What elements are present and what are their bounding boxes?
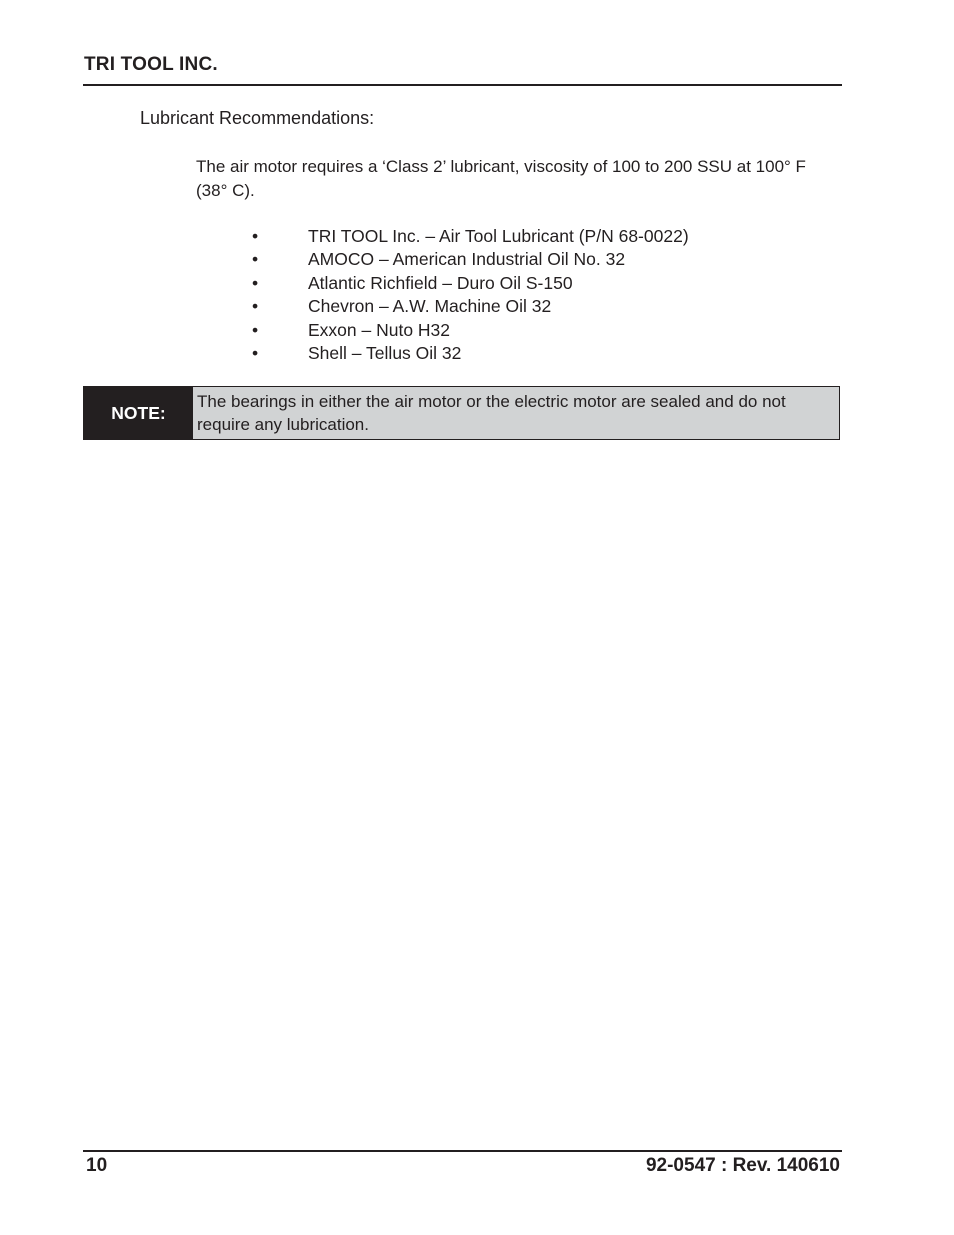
bullet-icon: • — [252, 249, 259, 270]
page-number: 10 — [86, 1155, 108, 1176]
note-label: NOTE: — [84, 387, 193, 439]
section-heading: Lubricant Recommendations: — [140, 108, 375, 128]
list-item-text: Chevron – A.W. Machine Oil 32 — [308, 296, 552, 317]
header-rule — [83, 84, 842, 86]
note-text: The bearings in either the air motor or the electric motor are sealed and do not require any lubrication. — [193, 387, 839, 439]
list-item-text: Shell – Tellus Oil 32 — [308, 342, 462, 363]
bullet-icon: • — [252, 226, 259, 246]
list-item-text: Atlantic Richfield – Duro Oil S-150 — [308, 272, 573, 293]
document-revision: 92-0547 : Rev. 140610 — [645, 1155, 840, 1176]
list-item-text: AMOCO – American Industrial Oil No. 32 — [308, 249, 626, 270]
lubricant-requirement-paragraph: The air motor requires a ‘Class 2’ lubricant, viscosity of 100 to 200 SSU at 100° F (38° C). — [196, 157, 806, 200]
bullet-icon: • — [252, 319, 259, 340]
list-item-text: Exxon – Nuto H32 — [308, 319, 451, 340]
company-header: TRI TOOL INC. — [84, 54, 218, 75]
note-box — [83, 386, 840, 440]
list-item-text: TRI TOOL Inc. – Air Tool Lubricant (P/N 68-0022) — [308, 226, 689, 246]
footer-rule — [83, 1150, 842, 1152]
bullet-icon: • — [252, 296, 259, 317]
bullet-icon: • — [252, 342, 259, 363]
bullet-icon: • — [252, 272, 259, 293]
